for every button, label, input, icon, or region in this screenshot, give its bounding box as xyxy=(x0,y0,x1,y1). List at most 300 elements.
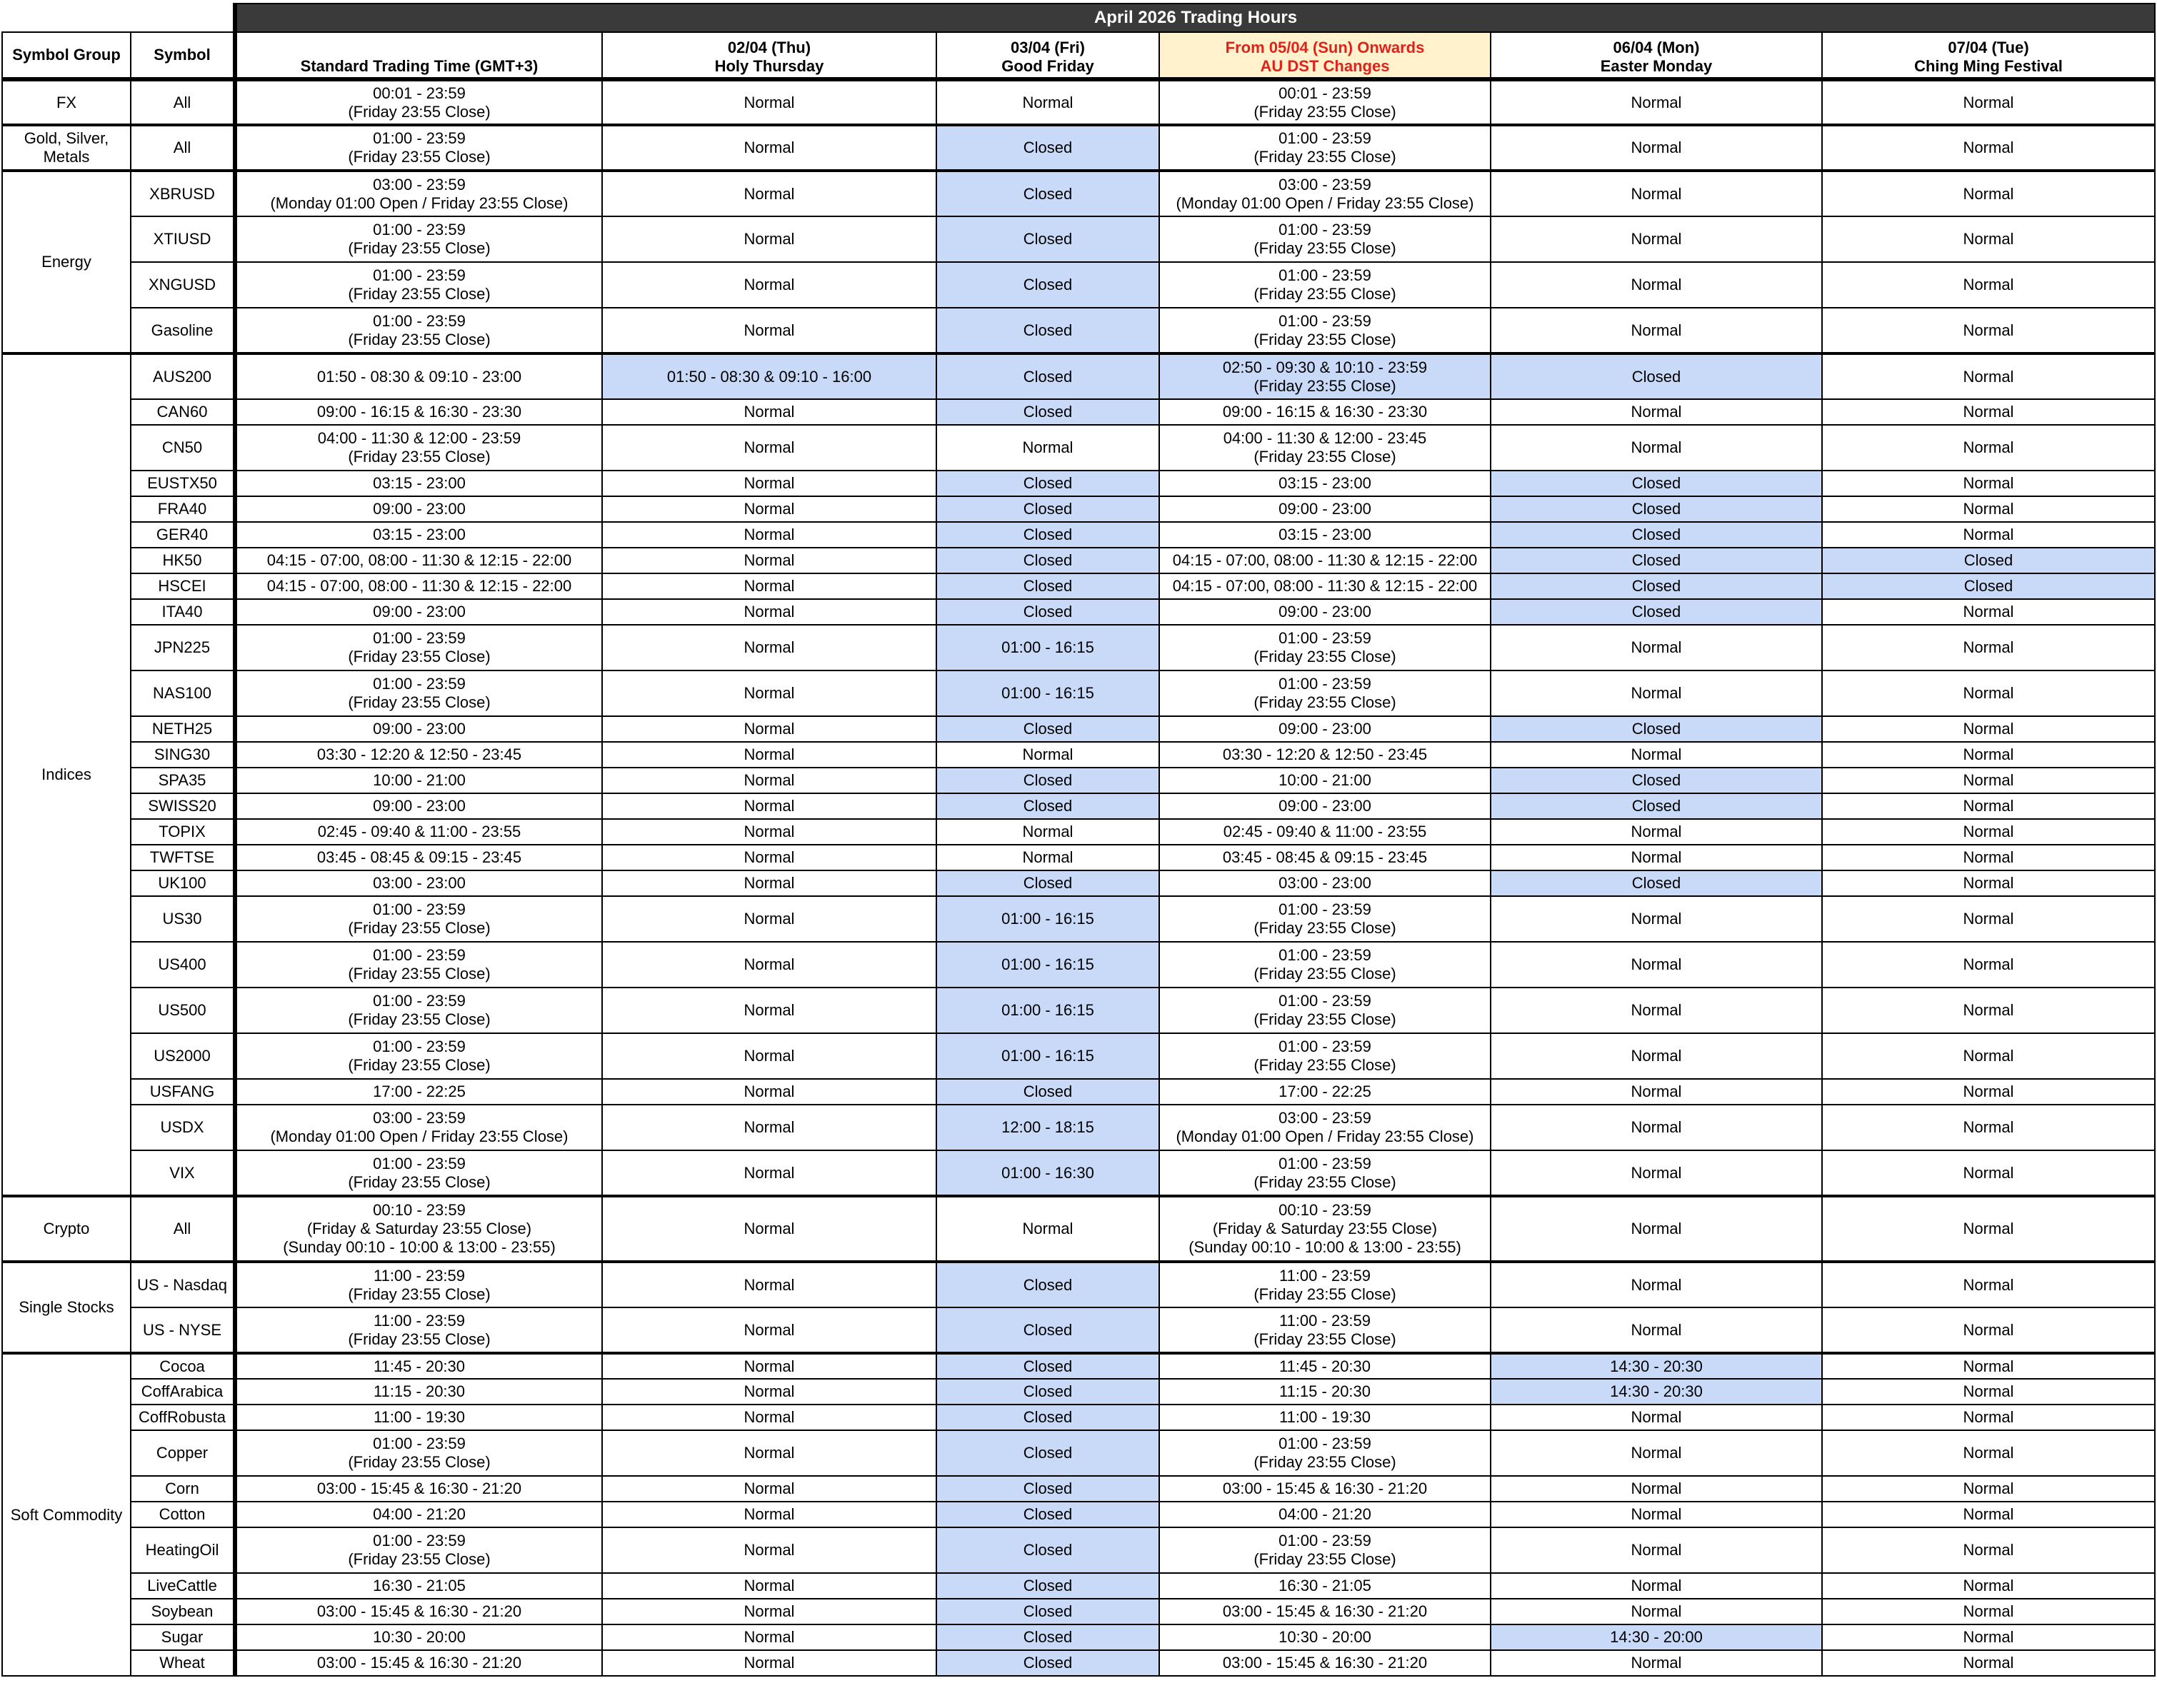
table-row xyxy=(2,716,2155,742)
hours-cell: Closed xyxy=(936,1527,1159,1573)
symbol-cell: CAN60 xyxy=(131,399,235,425)
hours-cell: 03:00 - 23:00 xyxy=(1159,870,1491,896)
symbol-cell: EUSTX50 xyxy=(131,471,235,496)
hours-cell: Normal xyxy=(1491,399,1822,425)
hours-cell: Closed xyxy=(1491,496,1822,522)
hours-cell: 01:50 - 08:30 & 09:10 - 16:00 xyxy=(602,353,936,399)
hours-cell: Normal xyxy=(1491,1476,1822,1502)
table-row xyxy=(2,742,2155,768)
hours-cell: Normal xyxy=(602,1353,936,1379)
hours-cell: Closed xyxy=(936,308,1159,353)
hours-cell: 01:00 - 16:15 xyxy=(936,625,1159,670)
symbol-cell: USFANG xyxy=(131,1079,235,1105)
symbol-group-cell: Crypto xyxy=(2,1196,131,1262)
hours-cell: Normal xyxy=(1491,625,1822,670)
hours-cell: Normal xyxy=(1491,1105,1822,1150)
hours-cell: 10:00 - 21:00 xyxy=(235,768,602,793)
hours-cell: 01:00 - 23:59 (Friday 23:55 Close) xyxy=(1159,625,1491,670)
hours-cell: Normal xyxy=(602,670,936,716)
table-row xyxy=(2,1650,2155,1676)
table-body xyxy=(2,79,2155,1676)
hours-cell: Closed xyxy=(936,1476,1159,1502)
table-row xyxy=(2,1150,2155,1196)
hours-cell: Closed xyxy=(1491,870,1822,896)
hours-cell: Closed xyxy=(1491,353,1822,399)
hours-cell: Normal xyxy=(602,599,936,625)
hours-cell: Normal xyxy=(602,79,936,125)
hours-cell: Normal xyxy=(1491,845,1822,870)
table-row xyxy=(2,496,2155,522)
hours-cell: 01:00 - 23:59 (Friday 23:55 Close) xyxy=(235,942,602,988)
symbol-cell: HeatingOil xyxy=(131,1527,235,1573)
table-row xyxy=(2,845,2155,870)
hours-cell: 09:00 - 23:00 xyxy=(1159,793,1491,819)
hours-cell: Normal xyxy=(602,262,936,308)
hours-cell: 00:01 - 23:59 (Friday 23:55 Close) xyxy=(1159,79,1491,125)
hours-cell: Normal xyxy=(1491,308,1822,353)
hours-cell: Closed xyxy=(1491,548,1822,573)
hours-cell: Closed xyxy=(936,870,1159,896)
hours-cell: Normal xyxy=(602,548,936,573)
hours-cell: 11:00 - 19:30 xyxy=(1159,1405,1491,1430)
symbol-cell: Gasoline xyxy=(131,308,235,353)
table-row xyxy=(2,399,2155,425)
hours-cell: 17:00 - 22:25 xyxy=(235,1079,602,1105)
hours-cell: 03:00 - 15:45 & 16:30 - 21:20 xyxy=(1159,1599,1491,1624)
header-easter-monday: 06/04 (Mon) Easter Monday xyxy=(1491,32,1822,79)
hours-cell: Normal xyxy=(1822,1599,2155,1624)
symbol-group-cell: Soft Commodity xyxy=(2,1353,131,1676)
hours-cell: 03:00 - 23:59 (Monday 01:00 Open / Friday 23:55 Close) xyxy=(1159,1105,1491,1150)
hours-cell: Closed xyxy=(936,496,1159,522)
hours-cell: 10:30 - 20:00 xyxy=(1159,1624,1491,1650)
hours-cell: 01:00 - 23:59 (Friday 23:55 Close) xyxy=(1159,942,1491,988)
hours-cell: 03:15 - 23:00 xyxy=(1159,471,1491,496)
hours-cell: 01:00 - 16:30 xyxy=(936,1150,1159,1196)
hours-cell: Normal xyxy=(602,896,936,942)
symbol-cell: NAS100 xyxy=(131,670,235,716)
table-row xyxy=(2,1430,2155,1476)
symbol-cell: SWISS20 xyxy=(131,793,235,819)
hours-cell: Normal xyxy=(1822,125,2155,171)
hours-cell: 03:00 - 23:59 (Monday 01:00 Open / Friday 23:55 Close) xyxy=(235,171,602,216)
hours-cell: Normal xyxy=(1491,216,1822,262)
symbol-cell: Soybean xyxy=(131,1599,235,1624)
hours-cell: Normal xyxy=(1491,1573,1822,1599)
hours-cell: Normal xyxy=(936,742,1159,768)
hours-cell: Normal xyxy=(1822,216,2155,262)
hours-cell: Closed xyxy=(936,171,1159,216)
table-row xyxy=(2,1379,2155,1405)
symbol-cell: HSCEI xyxy=(131,573,235,599)
blank-corner xyxy=(2,4,235,32)
table-row xyxy=(2,1033,2155,1079)
symbol-cell: All xyxy=(131,79,235,125)
hours-cell: Closed xyxy=(936,262,1159,308)
hours-cell: 01:00 - 23:59 (Friday 23:55 Close) xyxy=(235,125,602,171)
symbol-cell: Corn xyxy=(131,1476,235,1502)
hours-cell: 01:00 - 23:59 (Friday 23:55 Close) xyxy=(1159,1150,1491,1196)
hours-cell: Normal xyxy=(1822,742,2155,768)
table-row xyxy=(2,1262,2155,1307)
hours-cell: Normal xyxy=(1822,308,2155,353)
hours-cell: Closed xyxy=(936,1573,1159,1599)
hours-cell: 11:00 - 23:59 (Friday 23:55 Close) xyxy=(235,1262,602,1307)
hours-cell: Closed xyxy=(1491,793,1822,819)
hours-cell: Normal xyxy=(602,1405,936,1430)
hours-cell: Normal xyxy=(602,1476,936,1502)
table-row xyxy=(2,171,2155,216)
hours-cell: Closed xyxy=(1822,573,2155,599)
table-row xyxy=(2,896,2155,942)
hours-cell: 04:15 - 07:00, 08:00 - 11:30 & 12:15 - 22:00 xyxy=(1159,573,1491,599)
trading-hours-table xyxy=(1,3,2156,1677)
hours-cell: 16:30 - 21:05 xyxy=(235,1573,602,1599)
hours-cell: Normal xyxy=(602,1624,936,1650)
hours-cell: Normal xyxy=(1491,171,1822,216)
hours-cell: 04:00 - 11:30 & 12:00 - 23:59 (Friday 23:55 Close) xyxy=(235,425,602,471)
hours-cell: 01:00 - 16:15 xyxy=(936,1033,1159,1079)
hours-cell: 09:00 - 23:00 xyxy=(1159,496,1491,522)
table-row xyxy=(2,125,2155,171)
header-good-friday: 03/04 (Fri) Good Friday xyxy=(936,32,1159,79)
hours-cell: Normal xyxy=(1822,1262,2155,1307)
hours-cell: 04:15 - 07:00, 08:00 - 11:30 & 12:15 - 22:00 xyxy=(1159,548,1491,573)
hours-cell: 01:00 - 23:59 (Friday 23:55 Close) xyxy=(1159,308,1491,353)
hours-cell: Normal xyxy=(602,1079,936,1105)
symbol-cell: CoffArabica xyxy=(131,1379,235,1405)
hours-cell: Normal xyxy=(1822,1196,2155,1262)
hours-cell: Normal xyxy=(1822,1379,2155,1405)
symbol-cell: USDX xyxy=(131,1105,235,1150)
table-row xyxy=(2,625,2155,670)
hours-cell: 09:00 - 16:15 & 16:30 - 23:30 xyxy=(1159,399,1491,425)
symbol-cell: US - NYSE xyxy=(131,1307,235,1353)
hours-cell: 11:15 - 20:30 xyxy=(235,1379,602,1405)
hours-cell: Normal xyxy=(1822,768,2155,793)
table-title: April 2026 Trading Hours xyxy=(235,4,2155,32)
hours-cell: Normal xyxy=(1822,819,2155,845)
hours-cell: 11:45 - 20:30 xyxy=(235,1353,602,1379)
hours-cell: 03:30 - 12:20 & 12:50 - 23:45 xyxy=(1159,742,1491,768)
hours-cell: Normal xyxy=(1822,845,2155,870)
hours-cell: 14:30 - 20:30 xyxy=(1491,1379,1822,1405)
hours-cell: 01:00 - 23:59 (Friday 23:55 Close) xyxy=(1159,262,1491,308)
hours-cell: 11:00 - 23:59 (Friday 23:55 Close) xyxy=(1159,1307,1491,1353)
symbol-cell: VIX xyxy=(131,1150,235,1196)
hours-cell: 01:00 - 23:59 (Friday 23:55 Close) xyxy=(235,262,602,308)
hours-cell: 12:00 - 18:15 xyxy=(936,1105,1159,1150)
hours-cell: 09:00 - 23:00 xyxy=(1159,599,1491,625)
table-row xyxy=(2,308,2155,353)
hours-cell: Normal xyxy=(1491,1599,1822,1624)
hours-cell: Normal xyxy=(602,1033,936,1079)
hours-cell: Normal xyxy=(1822,171,2155,216)
symbol-cell: US30 xyxy=(131,896,235,942)
table-row xyxy=(2,425,2155,471)
hours-cell: Normal xyxy=(602,870,936,896)
hours-cell: 01:00 - 16:15 xyxy=(936,670,1159,716)
hours-cell: Normal xyxy=(602,845,936,870)
hours-cell: Normal xyxy=(936,819,1159,845)
hours-cell: 03:00 - 15:45 & 16:30 - 21:20 xyxy=(235,1650,602,1676)
hours-cell: 09:00 - 23:00 xyxy=(235,793,602,819)
hours-cell: 01:00 - 23:59 (Friday 23:55 Close) xyxy=(235,1430,602,1476)
hours-cell: 11:45 - 20:30 xyxy=(1159,1353,1491,1379)
hours-cell: Normal xyxy=(1822,793,2155,819)
symbol-cell: All xyxy=(131,1196,235,1262)
hours-cell: Closed xyxy=(936,1079,1159,1105)
hours-cell: Closed xyxy=(1491,471,1822,496)
symbol-cell: HK50 xyxy=(131,548,235,573)
hours-cell: Closed xyxy=(936,1650,1159,1676)
hours-cell: 01:00 - 16:15 xyxy=(936,942,1159,988)
symbol-cell: Wheat xyxy=(131,1650,235,1676)
hours-cell: Normal xyxy=(1491,125,1822,171)
hours-cell: Normal xyxy=(1822,1079,2155,1105)
hours-cell: 02:50 - 09:30 & 10:10 - 23:59 (Friday 23:55 Close) xyxy=(1159,353,1491,399)
header-ching-ming: 07/04 (Tue) Ching Ming Festival xyxy=(1822,32,2155,79)
hours-cell: Normal xyxy=(602,716,936,742)
hours-cell: Normal xyxy=(1491,942,1822,988)
hours-cell: Normal xyxy=(1491,1430,1822,1476)
symbol-cell: FRA40 xyxy=(131,496,235,522)
hours-cell: 01:00 - 23:59 (Friday 23:55 Close) xyxy=(1159,988,1491,1033)
symbol-cell: UK100 xyxy=(131,870,235,896)
hours-cell: 01:00 - 16:15 xyxy=(936,988,1159,1033)
hours-cell: Normal xyxy=(1491,1196,1822,1262)
hours-cell: Closed xyxy=(936,716,1159,742)
hours-cell: 01:50 - 08:30 & 09:10 - 23:00 xyxy=(235,353,602,399)
table-row xyxy=(2,1196,2155,1262)
table-row xyxy=(2,1624,2155,1650)
hours-cell: Closed xyxy=(1822,548,2155,573)
table-row xyxy=(2,216,2155,262)
hours-cell: Normal xyxy=(1491,1527,1822,1573)
symbol-group-cell: Indices xyxy=(2,353,131,1196)
symbol-cell: Cotton xyxy=(131,1502,235,1527)
table-row xyxy=(2,79,2155,125)
hours-cell: Normal xyxy=(936,845,1159,870)
hours-cell: Normal xyxy=(1491,262,1822,308)
hours-cell: 01:00 - 23:59 (Friday 23:55 Close) xyxy=(1159,1527,1491,1573)
hours-cell: Normal xyxy=(602,308,936,353)
hours-cell: Normal xyxy=(1491,670,1822,716)
hours-cell: Closed xyxy=(936,768,1159,793)
hours-cell: Normal xyxy=(1491,742,1822,768)
symbol-cell: NETH25 xyxy=(131,716,235,742)
hours-cell: Normal xyxy=(602,1379,936,1405)
hours-cell: Normal xyxy=(602,988,936,1033)
symbol-cell: ITA40 xyxy=(131,599,235,625)
hours-cell: Normal xyxy=(602,496,936,522)
hours-cell: Normal xyxy=(1491,425,1822,471)
symbol-cell: SING30 xyxy=(131,742,235,768)
hours-cell: 16:30 - 21:05 xyxy=(1159,1573,1491,1599)
hours-cell: Normal xyxy=(602,942,936,988)
hours-cell: 03:15 - 23:00 xyxy=(235,471,602,496)
hours-cell: Normal xyxy=(1491,1150,1822,1196)
hours-cell: 14:30 - 20:30 xyxy=(1491,1353,1822,1379)
hours-cell: 11:00 - 19:30 xyxy=(235,1405,602,1430)
hours-cell: 09:00 - 23:00 xyxy=(1159,716,1491,742)
hours-cell: Closed xyxy=(936,1262,1159,1307)
hours-cell: Closed xyxy=(936,471,1159,496)
table-row xyxy=(2,670,2155,716)
hours-cell: Normal xyxy=(1822,1033,2155,1079)
hours-cell: Closed xyxy=(1491,599,1822,625)
table-row xyxy=(2,573,2155,599)
hours-cell: 02:45 - 09:40 & 11:00 - 23:55 xyxy=(235,819,602,845)
hours-cell: Normal xyxy=(1491,896,1822,942)
hours-cell: Normal xyxy=(602,573,936,599)
hours-cell: 09:00 - 23:00 xyxy=(235,716,602,742)
hours-cell: Normal xyxy=(602,1573,936,1599)
symbol-cell: CN50 xyxy=(131,425,235,471)
hours-cell: Normal xyxy=(602,399,936,425)
header-au-dst-changes: From 05/04 (Sun) Onwards AU DST Changes xyxy=(1159,32,1491,79)
trading-hours-sheet xyxy=(1,3,2154,1677)
hours-cell: 03:00 - 23:59 (Monday 01:00 Open / Friday 23:55 Close) xyxy=(235,1105,602,1150)
hours-cell: Normal xyxy=(602,768,936,793)
hours-cell: 01:00 - 23:59 (Friday 23:55 Close) xyxy=(235,308,602,353)
hours-cell: Closed xyxy=(1491,768,1822,793)
hours-cell: Normal xyxy=(602,125,936,171)
hours-cell: Closed xyxy=(936,522,1159,548)
hours-cell: 01:00 - 23:59 (Friday 23:55 Close) xyxy=(235,988,602,1033)
hours-cell: Normal xyxy=(1822,1307,2155,1353)
symbol-group-cell: FX xyxy=(2,79,131,125)
hours-cell: Normal xyxy=(1491,1502,1822,1527)
symbol-cell: XBRUSD xyxy=(131,171,235,216)
hours-cell: Normal xyxy=(1822,1624,2155,1650)
hours-cell: Normal xyxy=(1822,262,2155,308)
hours-cell: Normal xyxy=(602,522,936,548)
hours-cell: Closed xyxy=(936,1307,1159,1353)
hours-cell: 09:00 - 23:00 xyxy=(235,496,602,522)
hours-cell: 03:15 - 23:00 xyxy=(1159,522,1491,548)
hours-cell: Closed xyxy=(936,793,1159,819)
table-row xyxy=(2,1405,2155,1430)
hours-cell: Closed xyxy=(936,599,1159,625)
symbol-cell: Copper xyxy=(131,1430,235,1476)
hours-cell: Closed xyxy=(936,353,1159,399)
hours-cell: Normal xyxy=(1822,353,2155,399)
hours-cell: Normal xyxy=(1491,1650,1822,1676)
hours-cell: 02:45 - 09:40 & 11:00 - 23:55 xyxy=(1159,819,1491,845)
hours-cell: 11:00 - 23:59 (Friday 23:55 Close) xyxy=(235,1307,602,1353)
symbol-group-cell: Energy xyxy=(2,171,131,353)
hours-cell: Normal xyxy=(1822,1650,2155,1676)
symbol-cell: US400 xyxy=(131,942,235,988)
table-row xyxy=(2,988,2155,1033)
symbol-group-cell: Gold, Silver, Metals xyxy=(2,125,131,171)
hours-cell: 03:00 - 15:45 & 16:30 - 21:20 xyxy=(235,1476,602,1502)
hours-cell: 09:00 - 23:00 xyxy=(235,599,602,625)
symbol-cell: TOPIX xyxy=(131,819,235,845)
symbol-cell: SPA35 xyxy=(131,768,235,793)
hours-cell: Normal xyxy=(1822,1353,2155,1379)
hours-cell: 01:00 - 23:59 (Friday 23:55 Close) xyxy=(235,1033,602,1079)
hours-cell: Normal xyxy=(602,1527,936,1573)
table-row xyxy=(2,471,2155,496)
hours-cell: Normal xyxy=(602,819,936,845)
hours-cell: Normal xyxy=(602,1650,936,1676)
hours-cell: Closed xyxy=(936,1430,1159,1476)
table-row xyxy=(2,1599,2155,1624)
hours-cell: Normal xyxy=(602,1430,936,1476)
table-row xyxy=(2,1573,2155,1599)
hours-cell: Normal xyxy=(602,216,936,262)
symbol-group-cell: Single Stocks xyxy=(2,1262,131,1353)
hours-cell: Normal xyxy=(602,1307,936,1353)
hours-cell: Normal xyxy=(1822,79,2155,125)
hours-cell: 01:00 - 23:59 (Friday 23:55 Close) xyxy=(1159,216,1491,262)
hours-cell: Normal xyxy=(1822,1150,2155,1196)
hours-cell: Closed xyxy=(1491,522,1822,548)
hours-cell: Closed xyxy=(936,573,1159,599)
hours-cell: 04:00 - 21:20 xyxy=(1159,1502,1491,1527)
hours-cell: Normal xyxy=(1822,599,2155,625)
hours-cell: Normal xyxy=(1822,716,2155,742)
hours-cell: 01:00 - 23:59 (Friday 23:55 Close) xyxy=(1159,670,1491,716)
table-row xyxy=(2,522,2155,548)
hours-cell: Normal xyxy=(1822,522,2155,548)
symbol-cell: TWFTSE xyxy=(131,845,235,870)
hours-cell: 03:45 - 08:45 & 09:15 - 23:45 xyxy=(1159,845,1491,870)
table-row xyxy=(2,768,2155,793)
hours-cell: Normal xyxy=(1491,79,1822,125)
hours-cell: 04:15 - 07:00, 08:00 - 11:30 & 12:15 - 22:00 xyxy=(235,573,602,599)
hours-cell: 01:00 - 23:59 (Friday 23:55 Close) xyxy=(235,670,602,716)
hours-cell: Closed xyxy=(936,1405,1159,1430)
hours-cell: 14:30 - 20:00 xyxy=(1491,1624,1822,1650)
hours-cell: Normal xyxy=(936,1196,1159,1262)
hours-cell: 03:30 - 12:20 & 12:50 - 23:45 xyxy=(235,742,602,768)
hours-cell: Normal xyxy=(1822,1476,2155,1502)
hours-cell: 04:15 - 07:00, 08:00 - 11:30 & 12:15 - 22:00 xyxy=(235,548,602,573)
symbol-cell: LiveCattle xyxy=(131,1573,235,1599)
hours-cell: 04:00 - 11:30 & 12:00 - 23:45 (Friday 23:55 Close) xyxy=(1159,425,1491,471)
hours-cell: Normal xyxy=(602,1262,936,1307)
hours-cell: Normal xyxy=(602,1196,936,1262)
symbol-cell: XTIUSD xyxy=(131,216,235,262)
symbol-cell: CoffRobusta xyxy=(131,1405,235,1430)
hours-cell: 01:00 - 23:59 (Friday 23:55 Close) xyxy=(235,625,602,670)
hours-cell: 03:00 - 15:45 & 16:30 - 21:20 xyxy=(1159,1476,1491,1502)
hours-cell: Normal xyxy=(1822,896,2155,942)
table-row xyxy=(2,353,2155,399)
symbol-cell: JPN225 xyxy=(131,625,235,670)
hours-cell: Normal xyxy=(1822,1527,2155,1573)
hours-cell: Normal xyxy=(936,79,1159,125)
hours-cell: Normal xyxy=(1491,1262,1822,1307)
hours-cell: Normal xyxy=(1822,425,2155,471)
table-row xyxy=(2,599,2155,625)
table-row xyxy=(2,1307,2155,1353)
hours-cell: Closed xyxy=(936,548,1159,573)
header-standard-time: Standard Trading Time (GMT+3) xyxy=(235,32,602,79)
table-row xyxy=(2,942,2155,988)
hours-cell: Normal xyxy=(602,742,936,768)
hours-cell: Normal xyxy=(1822,1573,2155,1599)
hours-cell: 03:00 - 15:45 & 16:30 - 21:20 xyxy=(1159,1650,1491,1676)
hours-cell: Normal xyxy=(1822,988,2155,1033)
hours-cell: Closed xyxy=(936,216,1159,262)
hours-cell: 01:00 - 23:59 (Friday 23:55 Close) xyxy=(1159,896,1491,942)
hours-cell: 11:15 - 20:30 xyxy=(1159,1379,1491,1405)
hours-cell: 17:00 - 22:25 xyxy=(1159,1079,1491,1105)
